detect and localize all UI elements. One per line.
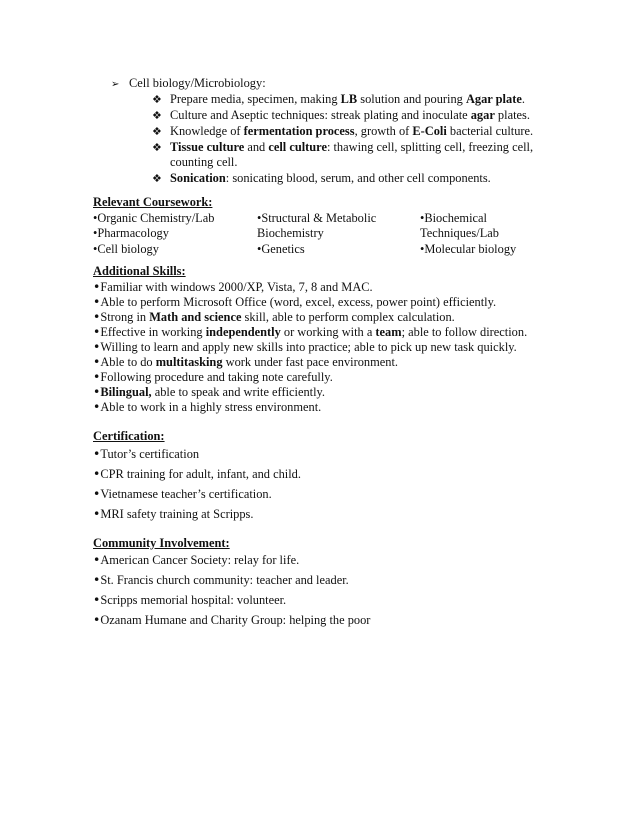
certification-item: •Vietnamese teacher’s certification. xyxy=(93,486,272,501)
bullet-dot-icon: • xyxy=(93,399,101,414)
bullet-dot-icon: • xyxy=(93,612,101,627)
certification-item: •Tutor’s certification xyxy=(93,446,200,461)
coursework-item: •Structural & Metabolic xyxy=(257,211,377,225)
coursework-item: •Genetics xyxy=(257,242,305,256)
micro-item: Tissue culture and cell culture: thawing cell, splitting cell, freezing cell, xyxy=(170,140,534,154)
community-item: •St. Francis church community: teacher and leader. xyxy=(93,572,349,587)
arrow-bullet-icon: ➢ xyxy=(111,79,120,90)
bullet-dot-icon: • xyxy=(93,446,101,461)
skill-item: •Bilingual, able to speak and write efficiently. xyxy=(93,384,326,399)
skill-item: •Able to do multitasking work under fast pace environment. xyxy=(93,354,399,369)
micro-item: Prepare media, specimen, making LB solution and pouring Agar plate. xyxy=(170,92,525,106)
community-item: •Ozanam Humane and Charity Group: helping the poor xyxy=(93,612,371,627)
diamond-bullet-icon: ❖ xyxy=(152,109,162,122)
coursework-item: •Pharmacology xyxy=(93,226,169,240)
bullet-dot-icon: • xyxy=(93,279,101,294)
diamond-bullet-icon: ❖ xyxy=(152,141,162,154)
bullet-dot-icon: • xyxy=(93,486,101,501)
skill-item: •Effective in working independently or working with a team; able to follow direction. xyxy=(93,324,528,339)
diamond-bullet-icon: ❖ xyxy=(152,172,162,185)
skill-item: •Able to perform Microsoft Office (word, excel, excess, power point) efficiently. xyxy=(93,294,497,309)
coursework-item: •Organic Chemistry/Lab xyxy=(93,211,215,225)
coursework-item: •Cell biology xyxy=(93,242,159,256)
community-item: •Scripps memorial hospital: volunteer. xyxy=(93,592,287,607)
coursework-item: Techniques/Lab xyxy=(420,226,499,240)
micro-item: Sonication: sonicating blood, serum, and other cell components. xyxy=(170,171,491,185)
skill-item: •Able to work in a highly stress environment. xyxy=(93,399,322,414)
skill-item: •Following procedure and taking note carefully. xyxy=(93,369,333,384)
micro-item: Culture and Aseptic techniques: streak plating and inoculate agar plates. xyxy=(170,108,530,122)
diamond-bullet-icon: ❖ xyxy=(152,125,162,138)
bullet-dot-icon: • xyxy=(93,572,101,587)
diamond-bullet-icon: ❖ xyxy=(152,93,162,106)
micro-item-continuation: counting cell. xyxy=(170,155,238,169)
community-item: •American Cancer Society: relay for life. xyxy=(93,552,300,567)
bullet-dot-icon: • xyxy=(93,592,101,607)
certification-item: •MRI safety training at Scripps. xyxy=(93,506,254,521)
bullet-dot-icon: • xyxy=(93,324,101,339)
skills-heading: Additional Skills: xyxy=(93,264,186,278)
coursework-heading: Relevant Coursework: xyxy=(93,195,213,209)
coursework-item: •Molecular biology xyxy=(420,242,517,256)
bullet-dot-icon: • xyxy=(93,294,101,309)
bullet-dot-icon: • xyxy=(93,552,101,567)
bullet-dot-icon: • xyxy=(93,309,101,324)
community-heading: Community Involvement: xyxy=(93,536,230,550)
bullet-dot-icon: • xyxy=(93,339,101,354)
skill-item: •Strong in Math and science skill, able to perform complex calculation. xyxy=(93,309,455,324)
bullet-dot-icon: • xyxy=(93,369,101,384)
bullet-dot-icon: • xyxy=(93,466,101,481)
bullet-dot-icon: • xyxy=(93,384,101,399)
certification-heading: Certification: xyxy=(93,429,165,443)
micro-title: Cell biology/Microbiology: xyxy=(129,76,266,90)
skill-item: •Willing to learn and apply new skills into practice; able to pick up new task quickly. xyxy=(93,339,517,354)
certification-item: •CPR training for adult, infant, and child. xyxy=(93,466,301,481)
micro-item: Knowledge of fermentation process, growth of E-Coli bacterial culture. xyxy=(170,124,534,138)
bullet-dot-icon: • xyxy=(93,354,101,369)
coursework-item: •Biochemical xyxy=(420,211,487,225)
coursework-item: Biochemistry xyxy=(257,226,324,240)
skill-item: •Familiar with windows 2000/XP, Vista, 7, 8 and MAC. xyxy=(93,279,373,294)
bullet-dot-icon: • xyxy=(93,506,101,521)
